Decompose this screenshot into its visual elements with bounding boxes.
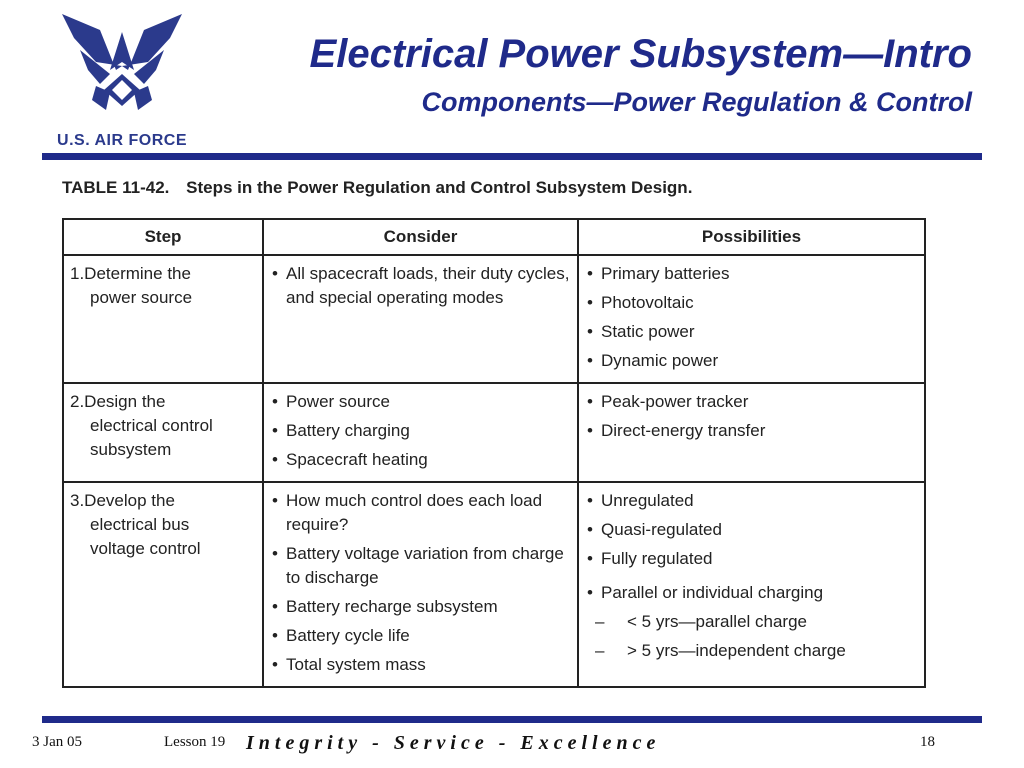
possibility-item: • Quasi-regulated: [585, 518, 918, 542]
possibility-item: • Peak-power tracker: [585, 390, 918, 414]
table-header-row: [63, 219, 925, 255]
consider-cell: [263, 255, 578, 383]
possibility-item: • Primary batteries: [585, 262, 918, 286]
step-text: 2.Design the: [70, 392, 166, 411]
possibilities-cell: [578, 383, 925, 482]
sub-possibility-item: – > 5 yrs—independent charge: [585, 639, 918, 663]
step-text: subsystem: [90, 440, 172, 459]
air-force-logo: [32, 10, 212, 150]
possibility-item: • Unregulated: [585, 489, 918, 513]
footer-page-number: 18: [920, 734, 935, 750]
table-row: [63, 383, 925, 482]
footer-lesson: Lesson 19: [164, 734, 226, 750]
table-row: [63, 482, 925, 687]
step-text: 1.Determine the: [70, 264, 191, 283]
col-header-step: Step: [63, 219, 263, 255]
consider-item: • All spacecraft loads, their duty cycles, and special operating modes: [270, 262, 571, 310]
step-text: power source: [90, 288, 193, 307]
step-cell: [63, 383, 263, 482]
possibility-item: • Dynamic power: [585, 349, 918, 373]
possibilities-cell: [578, 482, 925, 687]
logo-text: U.S. AIR FORCE: [57, 132, 187, 149]
consider-item: • Spacecraft heating: [270, 448, 571, 472]
possibility-item: • Static power: [585, 320, 918, 344]
step-cell: [63, 482, 263, 687]
header-divider: [42, 153, 982, 160]
possibilities-cell: [578, 255, 925, 383]
steps-table: [62, 218, 926, 688]
step-text: 3.Develop the: [70, 491, 175, 510]
sub-possibility-item: – < 5 yrs—parallel charge: [585, 610, 918, 634]
col-header-consider: Consider: [263, 219, 578, 255]
table-caption-title: Steps in the Power Regulation and Control Subsystem Design.: [186, 178, 693, 197]
consider-item: • Total system mass: [270, 653, 571, 677]
footer-motto: Integrity - Service - Excellence: [246, 732, 661, 754]
table-caption-number: TABLE 11-42.: [62, 178, 170, 197]
possibility-item: • Parallel or individual charging: [585, 581, 918, 605]
consider-item: • How much control does each load require?: [270, 489, 571, 537]
consider-item: • Battery cycle life: [270, 624, 571, 648]
consider-item: • Battery voltage variation from charge to discharge: [270, 542, 571, 590]
slide-title: Electrical Power Subsystem—Intro: [309, 32, 972, 76]
table-row: [63, 255, 925, 383]
step-cell: [63, 255, 263, 383]
consider-item: • Battery recharge subsystem: [270, 595, 571, 619]
footer-divider: [42, 716, 982, 723]
consider-cell: [263, 482, 578, 687]
step-text: voltage control: [90, 539, 201, 558]
possibility-item: • Photovoltaic: [585, 291, 918, 315]
possibility-item: • Fully regulated: [585, 547, 918, 571]
air-force-wings-icon: [60, 10, 184, 128]
step-text: electrical control: [90, 416, 213, 435]
slide-subtitle: Components—Power Regulation & Control: [421, 87, 972, 117]
footer-date: 3 Jan 05: [32, 734, 82, 750]
step-text: electrical bus: [90, 515, 190, 534]
table-caption: [62, 178, 692, 198]
possibility-item: • Direct-energy transfer: [585, 419, 918, 443]
consider-item: • Battery charging: [270, 419, 571, 443]
col-header-possibilities: Possibilities: [578, 219, 925, 255]
consider-item: • Power source: [270, 390, 571, 414]
consider-cell: [263, 383, 578, 482]
